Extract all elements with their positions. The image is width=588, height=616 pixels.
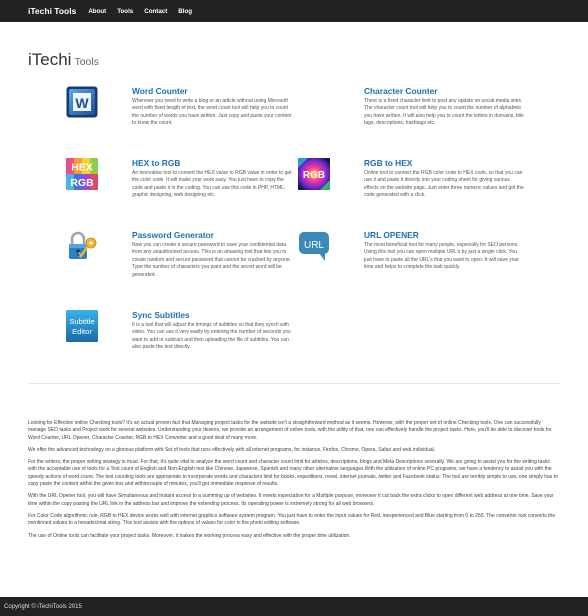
about-paragraph: For Color Code algorithmic rule, RGB to HEX device works well with internet graphics software system program. You just have to enter the input values for Red, inexperienced and Blue starting from 0 to 255. The converter tool converts the mentioned values to a hexadecimal string. This tool assists with the options of values for color in the photo editing software. <box>28 512 556 527</box>
tool-desc-url-opener: The most beneficial tool for many people, especially for SEO persons. Using this tool you can open multiple URL's by just a single click. You just have to paste all the URL's that you want to open. It will save your time and helps to complete the task quickly. <box>364 242 519 271</box>
about-paragraph: For the writers, the proper writing strategy is must. For that, it's quite vital to analyze the word count and character count limit for articles, descriptions, blogs and Meta Descriptions severally. We are going to assist you for the writing tasks with the acceptable use of tools for a Text count of English and Non-English text like Chinese, Japanese, Spanish and many other alternative languages.With the utilization of online PC programs, we have a tendency to assist you with the speedy actions of word count. The text counting tools are appropriate to incorporate words and characters limit for books, expeditions, novel, internet journals, twitter and Facebook status. The tool are terribly simple to use, one simply has to copy paste the content within the given box and withincouple of minutes, you'll get immediate response of results. <box>28 459 558 488</box>
hex-icon-label: HEX <box>71 161 93 174</box>
rgb-hex-icon-label: RGB <box>302 170 326 181</box>
rgb-hex-icon[interactable] <box>298 158 330 190</box>
subtitle-editor-icon[interactable] <box>66 310 98 342</box>
footer <box>0 597 588 616</box>
about-section <box>28 420 560 545</box>
tool-desc-word-counter: Wherever you need to write a blog or an article without using Microsoft word with fixed length of text, the word count tool will help you to count the number of words you have written. Just copy and paste your content to know the count. <box>132 98 292 127</box>
nav-tools[interactable]: Tools <box>117 7 134 15</box>
brand-link[interactable]: iTechi Tools <box>28 6 77 16</box>
tool-title-sync-subtitles[interactable]: Sync Subtitles <box>132 310 190 320</box>
nav-blog[interactable]: Blog <box>178 7 193 15</box>
editor-icon-label: Editor <box>72 327 92 336</box>
page-title-main: iTechi <box>28 50 72 69</box>
svg-text:W: W <box>75 95 89 111</box>
about-paragraph: Looking for Effective online Checking tools? It's an actual proven fact that Managing project tasks for the website isn't a straightforward method as it seems. However, with the proper set of online Checking tools, One can successfully manage SEO tasks and Project work for several websites. Understanding your desires, we provide an arrangement of online tools, with the utility of that, one can effectively handle the project tasks. Here, you'll be able to discover tools for Word Counter, URL Opener, Character Counter, RGB to HEX Converter and a good deal of many more. <box>28 420 552 441</box>
character-counter-icon[interactable] <box>298 86 330 118</box>
url-icon-label: URL <box>303 240 325 251</box>
footer-copyright: Copyright © iTechiTools 2015 <box>4 603 82 610</box>
rgb-icon-label: RGB <box>70 177 94 189</box>
page-title-sub: Tools <box>74 56 99 68</box>
about-paragraph: With the URL Opener tool, you will have Simultaneous and Instant access to a summing up of websites. It meets expectation for a Multiple purpose, moreover it cut back the extra clicks to open different web address at one time. Save your time within the copy pasting the URL link in the address bar and improve the extending process. Its operating power is extremely strong for all web browsers. <box>28 493 554 507</box>
tool-desc-sync-subtitles: It is a tool that will adjust the timings of subtitles so that they synch with video. You can use it very easily by entering the number of seconds you want to add or subtract and then uploading the file of subtitles. You can also paste the text directly. <box>132 322 291 351</box>
word-icon[interactable] <box>66 86 98 118</box>
tool-desc-hex-to-rgb: An innovative tool to convert the HEX value to RGB value in order to get the color code. It will make your work easy. You just have to copy the code and paste it in the coding. You can use this code in PHP, HTML, graphic designing, web designing etc. <box>132 170 292 199</box>
tool-title-url-opener[interactable]: URL OPENER <box>364 230 419 240</box>
subtitle-icon-label: Subtitle <box>69 317 95 326</box>
tool-title-character-counter[interactable]: Character Counter <box>364 86 438 96</box>
tool-title-word-counter[interactable]: Word Counter <box>132 86 188 96</box>
tool-desc-character-counter: There is a fixed character limit to post any update on social media sites. The character count tool will help you to count the number of alphabets you have written. It will also help you to count the letters in domains, title tags, descriptions, hashtags etc. <box>364 98 524 127</box>
tool-desc-password-generator: Now you can create a secure password to save your confidential data from any unauthorized access. This is an amazing tool that lets you to create random and secure password that cannot be cracked by anyone. Type the number of characters you want and the secret word will be generated. <box>132 242 291 278</box>
tool-desc-rgb-to-hex: Online tool to convert the RGB color code to HEX code, so that you can use it and paste it directly into your coding sheet for giving various effects on the website page. Just enter three numeric values and get the code generated with a click. <box>364 170 524 199</box>
about-paragraph: The use of Online tools can facilitate your project tasks. Moreover, it makes the working process easy and effective with the proper time utilization. <box>28 532 351 539</box>
nav-about[interactable]: About <box>88 7 107 15</box>
tool-title-rgb-to-hex[interactable]: RGB to HEX <box>364 158 413 168</box>
tool-title-hex-to-rgb[interactable]: HEX to RGB <box>132 158 181 168</box>
about-paragraph: We offer the advanced technology on a glorious platform with Set of tools that runs effectively with all internet programs, for instance, Firefox, Chrome, Opera, Safari and web individual. <box>28 446 436 453</box>
url-opener-icon[interactable] <box>298 230 330 262</box>
password-lock-icon[interactable] <box>66 230 98 262</box>
section-divider <box>28 383 560 384</box>
nav-contact[interactable]: Contact <box>144 7 168 15</box>
tool-title-password-generator[interactable]: Password Generator <box>132 230 214 240</box>
page-title <box>28 50 99 70</box>
top-navbar <box>0 0 588 22</box>
hex-rgb-icon[interactable] <box>66 158 98 190</box>
